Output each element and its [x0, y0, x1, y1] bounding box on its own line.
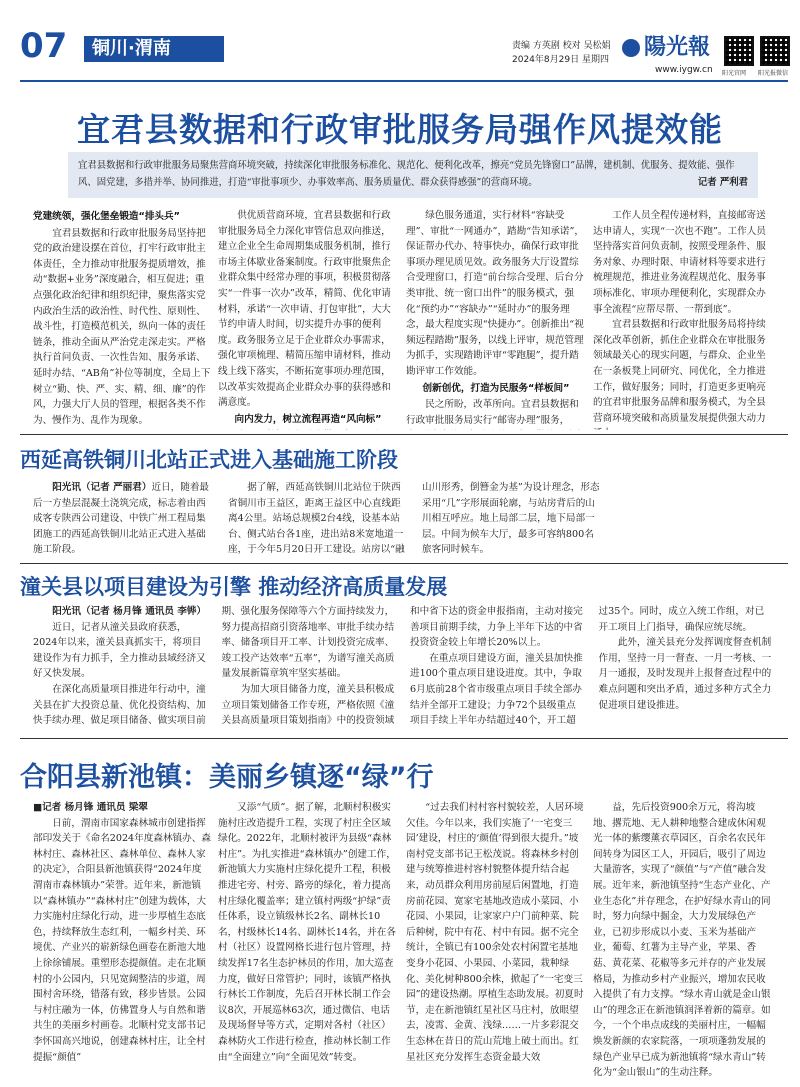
paragraph: 供优质营商环境，宜君县数据和行政审批服务局全力深化审管信息双向推送，建立企业全生命周期集成服务机制，推行市场主体歇业备案制度。行政审批聚焦企业群众集中经常办理的事项，积极贯彻落实“一件事一次办”改革，精简、优化审请材料，承诺“一次申请、打包审批”，大大节约申请人时间，切实提升办事的便利度。政务服务立足于企业群众办事需求，强化审项梳理、精简压缩申请材料，推动线上线下落实，不断拓宽事项办理范围，以改革实效提高企业群众办事的获得感和满意度。	[218, 210, 391, 409]
paragraph: 益，先后投资900余万元，将沟坡地、撂荒地、无人耕种地整合建成休闲观光一体的紫缨薰衣草园区，百余名农民年间转身为园区工人，开园后，吸引了周边大量游客，实现了“颜值”与“产值”融合发展。近年来，新池镇坚持“生态产业化、产业生态化”并存理念，在护好绿水青山的同时，努力向绿中掘金，大力发展绿色产业，已初步形成以小麦、玉米为基础产业，葡萄、红薯为主导产业，苹果、香菇、黄花菜、花椒等多元并存的产业发展格局，为推动乡村产业振兴，增加农民收入提供了有力支撑。“绿水青山就是金山银山”的理念正在新池镇润泽着新的篇章。如今，一个个串点成线的美丽村庄，一幅幅焕发新颜的农家院落，一项项蓬勃发展的绿色产业早已成为新池镇将“绿水青山”转化为“金山银山”的生动注释。	[593, 802, 771, 1079]
divider	[20, 738, 788, 739]
subheading	[33, 429, 211, 430]
paragraph: 近日，随着最后一方垫层混凝土浇筑完成，标志着由西成客专陕西公司建设、中铁广州工程局集团施工的西延高铁铜川北站正式进入基础施工阶段。	[33, 482, 210, 556]
divider	[20, 563, 788, 564]
qr-code-icon	[724, 36, 754, 66]
newspaper-logo	[622, 30, 710, 61]
article3-body	[33, 604, 773, 732]
article4-col3	[406, 800, 586, 1082]
page-number: 07	[20, 26, 68, 66]
article4-col4	[593, 800, 773, 1082]
article4-col1	[33, 800, 211, 1082]
paragraph: 在深化高质量项目推进年行动中，潼关县在扩大投资总量、优化投资结构、加快手续办理、做足项目储备、做实项目前期、强化服务保障等六个方面持续发力，努力提高招商引资落地率、审批手续办结率、储备项目开工率、计划投资完成率、竣工投产达效率“五率”，为谱写潼关高质量发展新篇章筑牢坚实基础。	[33, 606, 395, 727]
subheading: 党建统领，强化堡垒锻造“排头兵”	[33, 211, 180, 222]
byline: 阳光讯（记者 杨月锋 通讯员 李铧）	[52, 606, 207, 617]
paragraph: 宜君县数据和行政审批服务局将持续深化改革创新，抓住企业群众在审批服务领域最关心的现实问题，与群众、企业坐在一条板凳上同研究、同优化，全力推进工作，做好服务；同时，打造更多更响亮的宜君审批服务品牌和服务模式，为全县营商环境突破和高质量发展提供强大动力	[593, 319, 766, 424]
paragraph: 据了解，西延高铁铜川北站位于陕西省铜川市王益区，距离王益区中心直线距离4公里。站场总规模2台4线，设基本站台、侧式站台各1座，进出站8米宽地道一座，于今年5月20日开工建设。站房以“融山川形秀，倒簪金为基”为设计理念，形态采用“几”字形展面轮廓，与站房背后的山川相互呼应。地上局部二层，地下局部一层。中间为候车大厅，最多可容纳800名旅客同时候车。	[228, 482, 600, 556]
byline: 阳光讯（记者 严丽君）	[52, 482, 152, 493]
paragraph: 此外，潼关县充分发挥调度督查机制作用，坚持一月一督查、一月一考核、一月一通报，及时发现并上报督查过程中的难点问题和突出矛盾，通过多种方式全力促进项目建设推进。	[598, 637, 772, 711]
article2-col2	[228, 480, 602, 560]
paragraph	[218, 428, 398, 430]
issue-date: 2024年8月29日 星期四	[512, 55, 609, 65]
article4-col2	[218, 800, 398, 1082]
article1-title: 宜君县数据和行政审批服务局强作风提效能	[77, 110, 723, 149]
paragraph: 工作人员全程传递材料，直接邮寄送达申请人，实现“一次也不跑”。工作人员坚持落实首问负责制，按照受理条件、服务对象、办理时限、申请材料等要求进行梳理规范，推进业务流程规范化、服务事项标准化、审项办理便利化，实现群众办事全流程“应帮尽帮、一帮到底”。	[593, 210, 766, 315]
byline: ■记者 杨月锋 通讯员 梁翠	[33, 802, 149, 813]
header-rule	[20, 80, 788, 82]
paragraph: 日前，渭南市国家森林城市创建指挥部印发关于《命名2024年度森林镇办、森林村庄、森林社区、森林单位、森林人家的决定》，合阳县新池镇获得“2024年度渭南市森林镇办”荣誉。近年来，新池镇以“森林镇办”“森林村庄”创建为载体，大力实施村庄绿化行动，进一步厚植生态底色，持续释放生态红利，一幅乡村美、环境优、产业兴的崭新绿色画卷在新池大地上徐徐铺展。重塑形态提颜值。走在北顺村的小公园内，只见宽阔整洁的步道，周围村舍环绕，错落有致，移步皆景。公园与村庄融为一体，仿佛置身人与自然和谐共生的美丽乡村画卷。北顺村党支部书记李怀国高兴地说，创建森林村庄，让全村提振“颜值”	[33, 817, 211, 1063]
article1-col2	[218, 208, 398, 430]
divider	[20, 434, 788, 435]
article3-title: 潼关县以项目建设为引擎 推动经济高质量发展	[20, 575, 448, 599]
lead-text: 宜君县数据和行政审批服务局聚焦营商环境突破，持续深化审批服务标准化、规范化、便利化改革，擦亮“党员先锋窗口”品牌，建机制、优服务、提效能、强作风、固党建，多措并举、协同推进，打造“审批事项少、办事效率高、服务质量优、群众获得感强”的营商环境。	[78, 160, 735, 188]
paragraph: 近日，记者从潼关县政府获悉，2024年以来，潼关县真抓实干，将项目建设作为有力抓手，全力推动县域经济又好又快发展。	[33, 621, 206, 680]
paragraph: 绿色服务通道，实行材料“容缺受理”、审批“一网通办”，踏勘“告知承诺”，保证帮办代办、特事快办，确保行政审批事项办理见质见效。政务服务大厅设置综合受理窗口，打造“前台综合受理、后台分类审批、统一窗口出件”的服务模式，强化“预约办”“容缺办”“延时办”的服务理念，最大程度实现“快捷办”。创新推出“视频远程踏勘”服务，以线上评审，规范管理为抓手，实现踏勘评审“零跑腿”，提升踏勘评审工作效能。	[406, 210, 585, 377]
paragraph: 宜君县数据和行政审批服务局坚持把党的政治建设摆在首位，打牢行政审批主体责任，全力推动审批服务提质增效，推动“数据+业务”深度融合，相互促进；重点强化政治纪律和组织纪律，聚焦落实党内政治生活的政治性、时代性、原则性、战斗性，打造模范机关，纵向一体的责任链条，推动全面从严治党走深走实。严格执行首问负责、一次性告知、服务承诺、延时办结、“AB角”补位等制度，全局上下树立“勤、快、严、实、精、细、廉”的作风，力强大厅人员的管理，根据各类不作为、慢作为、乱作为现象。	[33, 227, 211, 426]
paragraph: 又添“气质”。据了解，北顺村积极实施村庄改造提升工程，实现了村庄全区域绿化。2022年，北顺村被评为县级“森林村庄”。为扎实推进“森林镇办”创建工作，新池镇大力实施村庄绿化提升工程，积极推进宅旁、村旁、路旁的绿化，着力提高村庄绿化覆盖率；建立镇村两级“护绿”责任体系，设立镇级林长2名、副林长10名，村级林长14名、副林长14名，并在各村（社区）设置网格长进行包片管理，持续发挥17名生态护林员的作用，加大巡查力度，做好日常管护；同时，该镇严格执行林长工作制度，先后召开林长制工作会议8次，开展巡林63次，通过微信、电话及现场督导等方式，定期对各村（社区）森林防火工作进行检查，推动林长制工作由“全面建立”向“全面见效”转变。	[218, 802, 396, 1063]
paragraph: 为加大项目储备力度，潼关县积极成立项目策划储备工作专班，严格依照《潼关县高质量项目策划指南》中的投资领域和中省下达的资金申报指南，主动对接完善项目前期手续，力争上半年下达的中省投资资金较上年增长20%以上。	[221, 606, 583, 727]
qr-code-icon	[760, 36, 790, 66]
paragraph: 在重点项目建设方面，潼关县加快推进100个重点项目建设进度。其中，争取6月底前28个省市级重点项目手续全部办结并全部开工建设；力争72个县级重点项目手续上半年办结超过40个，开工超过35个。同时，成立入统工作组，对已开工项目上门指导，确保应统尽统。	[410, 606, 765, 727]
editor-credits: 责编 方英剧 校对 吴松娟	[512, 41, 611, 51]
article1-col1	[33, 208, 211, 430]
logo-text: 陽光報	[644, 34, 711, 60]
article1-col3	[406, 208, 586, 430]
article2-col1	[33, 480, 213, 560]
section-label: 铜川·渭南	[84, 36, 224, 62]
paragraph: 民之所盼，改革所向。宜君县数据和行政审批服务局实行“邮寄办理”服务，	[406, 399, 579, 426]
article2-title: 西延高铁铜川北站正式进入基础施工阶段	[20, 448, 398, 472]
article1-lead	[68, 152, 758, 198]
sun-icon	[622, 39, 640, 57]
article4-title: 合阳县新池镇：美丽乡镇逐“绿”行	[20, 762, 434, 793]
qr-label: 阳光官网	[722, 70, 747, 77]
website-url: www.iygw.cn	[655, 65, 713, 75]
subheading: 向内发力，树立流程再造“风向标”	[234, 413, 382, 425]
qr-label: 阳光报微信	[758, 70, 789, 77]
lead-author: 记者 严利君	[697, 177, 748, 188]
paragraph: “过去我们村村容村貌较差，人居环境欠佳。今年以来，我们实施了‘一宅变三园’建设，村庄的‘颜值’得到很大提升。”坡南村党支部书记王松茂说。将森林乡村创建与统筹推进村容村貌整体提升结合起来，动员群众利用房前屋后闲置地，打造房前花园、宽家宅基地改造成小菜园、小花园、小果园，让家家户户门前种菜、院后种树，院中有花、村中有园。据不完全统计，全镇已有100余处农村闲置宅基地变身小花园、小果园、小菜园，栽种绿化、美化树种800余株，掀起了“一宅变三园”的建设热潮。厚植生态助发展。初夏时节，走在新池镇红星社区马庄村，放眼望去，凌霄、金黄、浅绿……一片多彩混交生态林在昔日的荒山荒地上破土而出。红星社区充分发挥生态资金最大效	[406, 802, 584, 1063]
subheading: 创新创优，打造为民服务“样板间”	[422, 382, 570, 394]
article1-col4	[593, 208, 773, 430]
masthead	[0, 0, 800, 80]
